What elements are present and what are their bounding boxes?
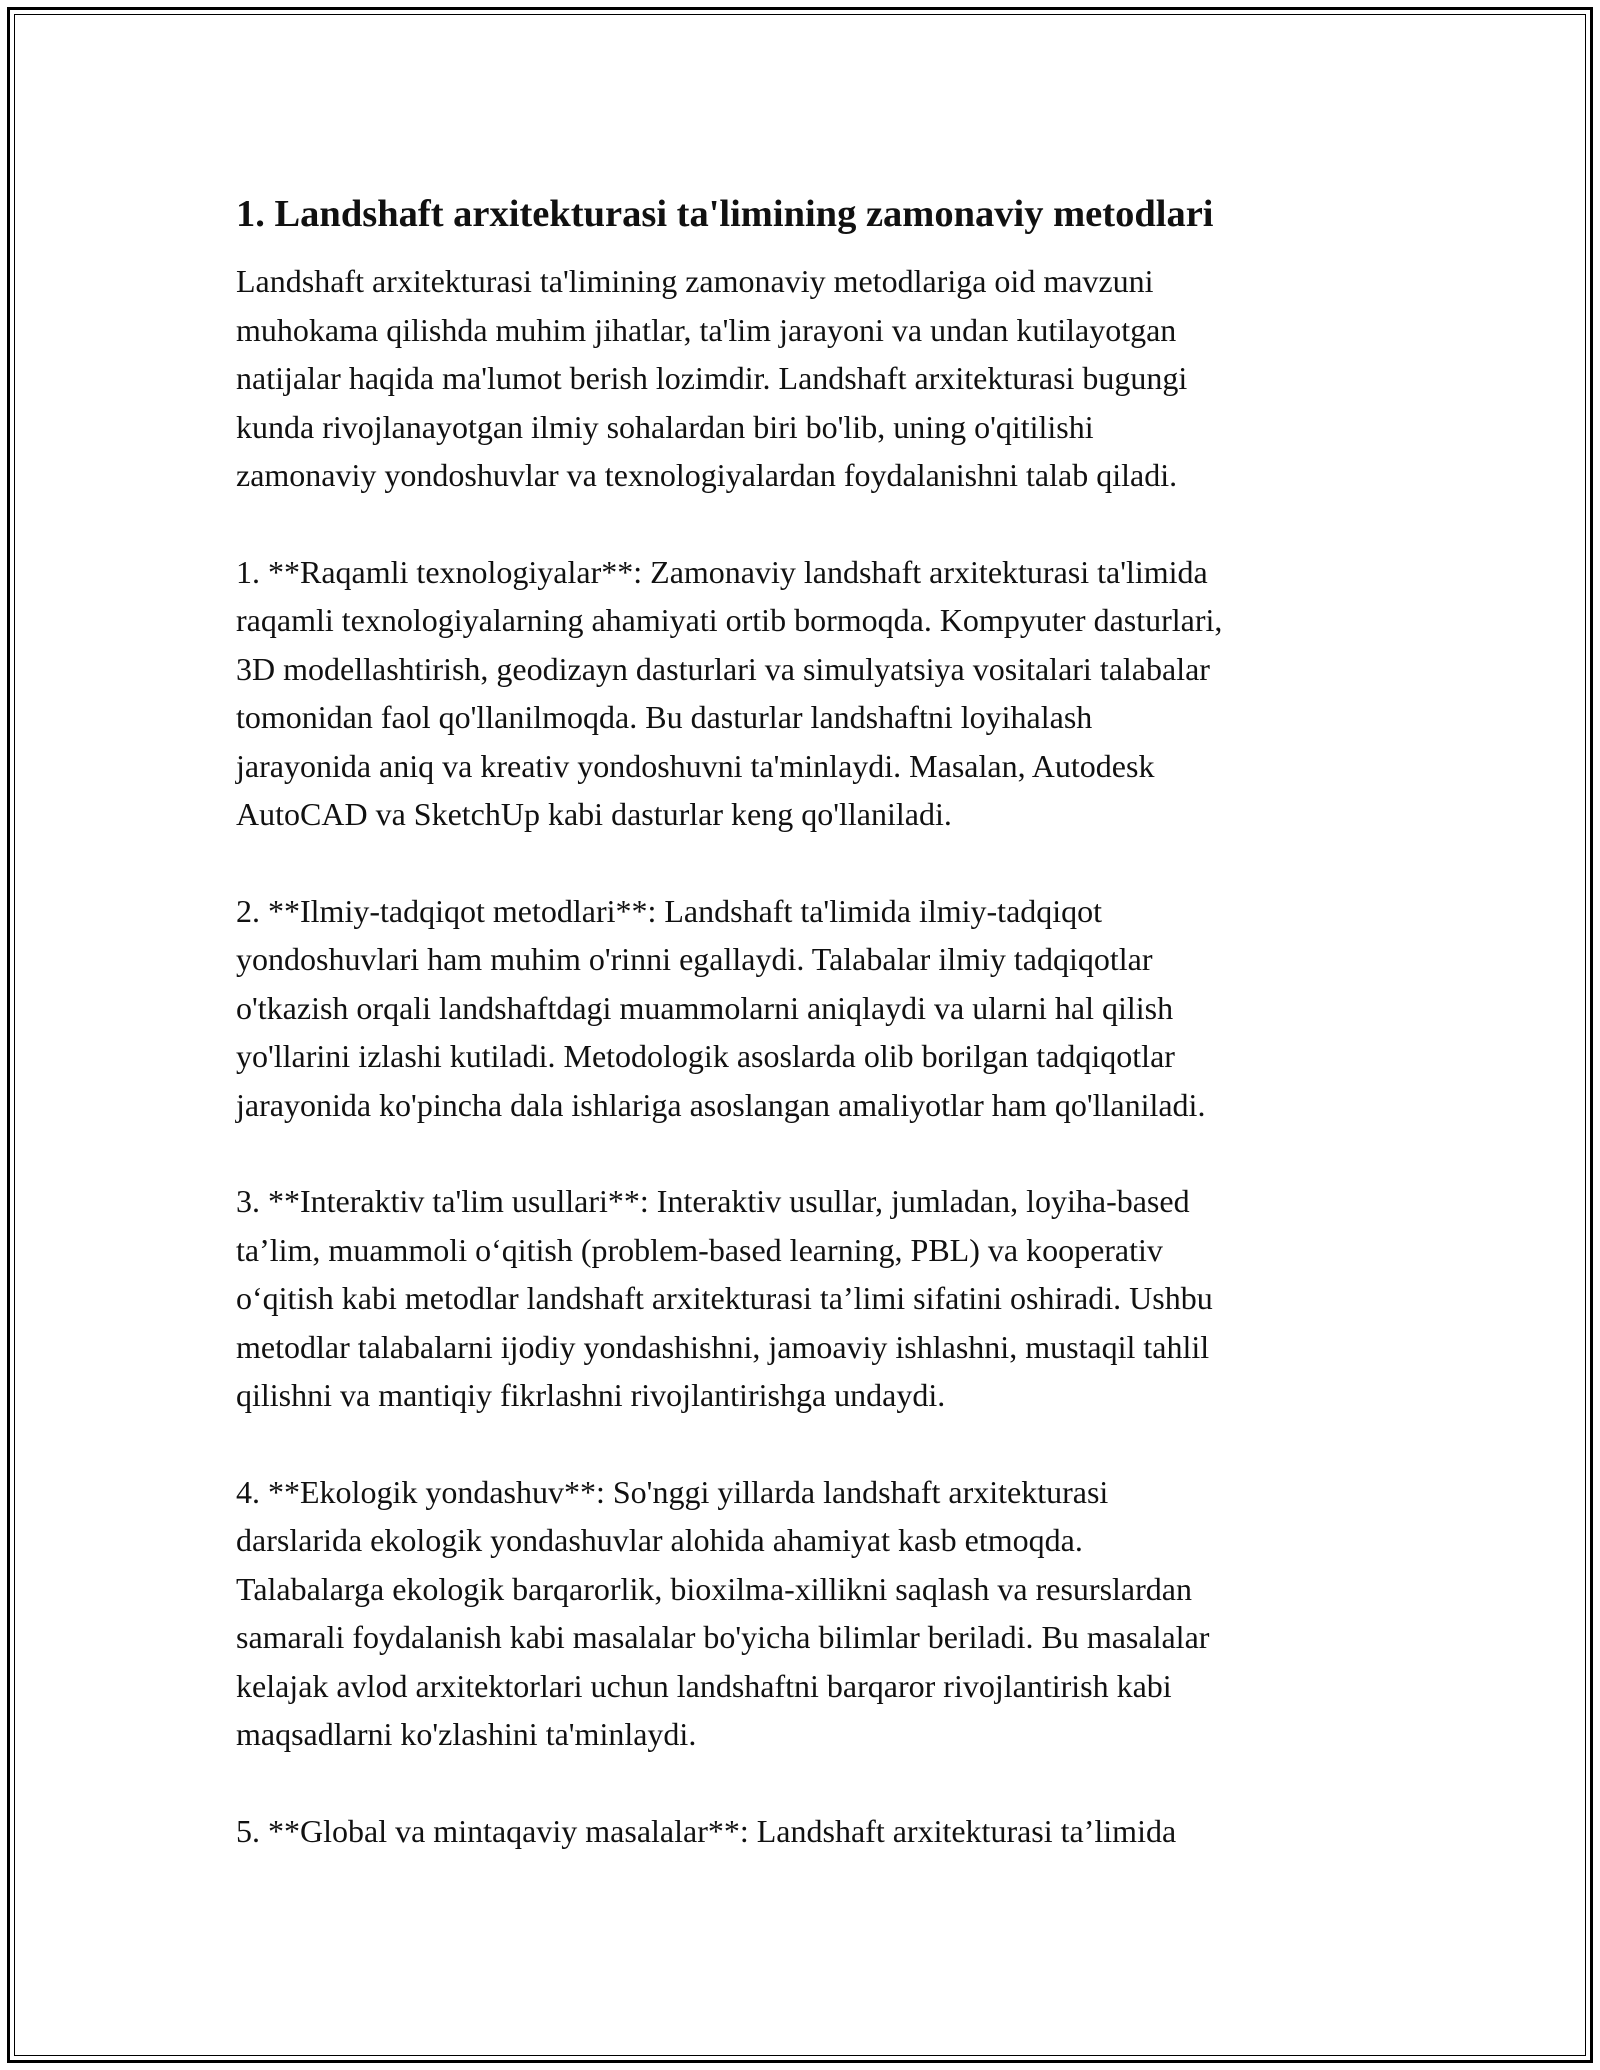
text-line: 4. **Ekologik yondashuv**: So'nggi yillarda landshaft arxitekturasi (236, 1473, 1109, 1510)
text-line: Landshaft arxitekturasi ta'limining zamonaviy metodlariga oid mavzuni (236, 263, 1154, 299)
text-line: qilishni va mantiqiy fikrlashni rivojlantirishga undaydi. (236, 1377, 946, 1413)
text-line: samarali foydalanish kabi masalalar bo'yicha bilimlar beriladi. Bu masalalar (236, 1619, 1210, 1655)
text-line: kelajak avlod arxitektorlari uchun landshaftni barqaror rivojlantirish kabi (236, 1667, 1172, 1704)
text-line: raqamli texnologiyalarning ahamiyati ortib bormoqda. Kompyuter dasturlari, (236, 602, 1223, 638)
text-line: jarayonida aniq va kreativ yondoshuvni ta'minlaydi. Masalan, Autodesk (236, 747, 1155, 784)
text-line: jarayonida ko'pincha dala ishlariga asoslangan amaliyotlar ham qo'llaniladi. (236, 1086, 1206, 1123)
text-line: muhokama qilishda muhim jihatlar, ta'lim jarayoni va undan kutilayotgan (236, 311, 1177, 348)
text-line: yondoshuvlari ham muhim o'rinni egallaydi. Talabalar ilmiy tadqiqotlar (236, 941, 1153, 977)
text-line: 1. **Raqamli texnologiyalar**: Zamonaviy landshaft arxitekturasi ta'limida (236, 553, 1208, 590)
paragraph (236, 1807, 1376, 1856)
text-line: zamonaviy yondoshuvlar va texnologiyalardan foydalanishni talab qiladi. (236, 457, 1178, 493)
text-line: 3D modellashtirish, geodizayn dasturlari va simulyatsiya vositalari talabalar (236, 650, 1210, 687)
text-line: tomonidan faol qo'llanilmoqda. Bu dasturlar landshaftni loyihalash (236, 699, 1093, 735)
text-line: o‘qitish kabi metodlar landshaft arxitekturasi ta’limi sifatini oshiradi. Ushbu (236, 1280, 1213, 1316)
paragraph-list (236, 257, 1376, 1855)
text-line: 2. **Ilmiy-tadqiqot metodlari**: Landshaft ta'limida ilmiy-tadqiqot (236, 892, 1103, 929)
text-line: darslarida ekologik yondashuvlar alohida ahamiyat kasb etmoqda. (236, 1522, 1083, 1558)
text-line: o'tkazish orqali landshaftdagi muammolarni aniqlaydi va ularni hal qilish (236, 989, 1174, 1026)
document-body (236, 185, 1376, 1903)
text-line: yo'llarini izlashi kutiladi. Metodologik asoslarda olib borilgan tadqiqotlar (236, 1038, 1175, 1074)
text-line: metodlar talabalarni ijodiy yondashishni, jamoaviy ishlashni, mustaqil tahlil (236, 1328, 1210, 1365)
paragraph (236, 548, 1376, 839)
text-line: 5. **Global va mintaqaviy masalalar**: Landshaft arxitekturasi ta’limida (236, 1812, 1177, 1849)
text-line: maqsadlarni ko'zlashini ta'minlaydi. (236, 1716, 697, 1752)
text-line: Talabalarga ekologik barqarorlik, bioxilma-xillikni saqlash va resurslardan (236, 1570, 1192, 1607)
text-line: 3. **Interaktiv ta'lim usullari**: Interaktiv usullar, jumladan, loyiha-based (236, 1183, 1190, 1219)
text-line: ta’lim, muammoli o‘qitish (problem-based learning, PBL) va kooperativ (236, 1231, 1163, 1268)
text-line: kunda rivojlanayotgan ilmiy sohalardan biri bo'lib, uning o'qitilishi (236, 408, 1094, 445)
text-line: AutoCAD va SketchUp kabi dasturlar keng qo'llaniladi. (236, 796, 952, 832)
paragraph (236, 1468, 1376, 1759)
text-line: natijalar haqida ma'lumot berish lozimdir. Landshaft arxitekturasi bugungi (236, 360, 1188, 396)
paragraph (236, 887, 1376, 1130)
paragraph (236, 1177, 1376, 1420)
document-title: 1. Landshaft arxitekturasi ta'limining zamonaviy metodlari (236, 193, 1214, 235)
paragraph (236, 257, 1376, 500)
